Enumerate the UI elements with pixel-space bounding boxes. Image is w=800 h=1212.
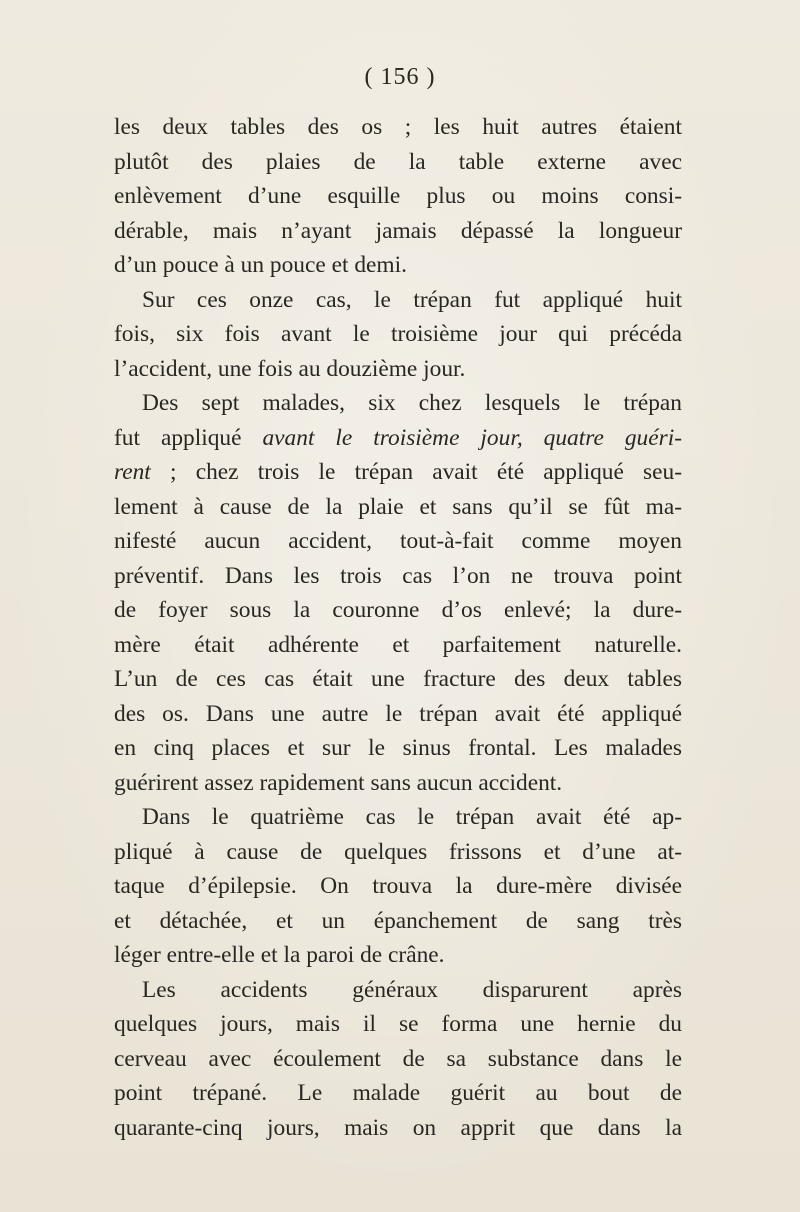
text-line: mère était adhérente et parfaitement naturelle.: [114, 631, 682, 658]
text-line: lement à cause de la plaie et sans qu’il se fût ma-: [114, 493, 682, 520]
text-line: taque d’épilepsie. On trouva la dure-mère divisée: [114, 873, 682, 899]
text-line: quarante-cinq jours, mais on apprit que dans la: [114, 1114, 682, 1141]
text-line: et détachée, et un épanchement de sang très: [114, 907, 682, 934]
text-line: quelques jours, mais il se forma une hernie du: [114, 1011, 682, 1037]
text-run: ; chez trois le trépan avait été appliqué seu-: [150, 459, 682, 485]
text-line: Sur ces onze cas, le trépan fut appliqué huit: [142, 286, 682, 313]
text-line: pliqué à cause de quelques frissons et d’une at-: [114, 838, 682, 865]
text-line: dérable, mais n’ayant jamais dépassé la longueur: [114, 217, 682, 244]
text-line: les deux tables des os ; les huit autres étaient: [114, 114, 682, 140]
text-line-mixed: [114, 455, 682, 490]
page-number: ( 156 ): [364, 64, 436, 90]
text-line: point trépané. Le malade guérit au bout de: [114, 1080, 682, 1106]
italic-text-run: avant le troisième jour, quatre guéri-: [262, 424, 682, 451]
text-line: plutôt des plaies de la table externe avec: [114, 148, 682, 175]
text-line: des os. Dans une autre le trépan avait été appliqué: [114, 700, 682, 727]
text-line: cerveau avec écoulement de sa substance dans le: [114, 1045, 682, 1072]
text-line: de foyer sous la couronne d’os enlevé; la dure-: [114, 597, 682, 623]
text-line: préventif. Dans les trois cas l’on ne trouva point: [114, 562, 682, 589]
text-line: enlèvement d’une esquille plus ou moins consi-: [114, 183, 682, 209]
text-line: Des sept malades, six chez lesquels le trépan: [142, 390, 682, 416]
text-run: fut appliqué: [114, 424, 263, 451]
text-line: fois, six fois avant le troisième jour qui précéda: [114, 321, 682, 347]
body-text: [114, 110, 682, 1145]
text-line: léger entre-elle et la paroi de crâne.: [114, 942, 445, 968]
italic-text-run: rent: [114, 459, 151, 485]
text-line: Les accidents généraux disparurent après: [142, 976, 682, 1003]
text-line: guérirent assez rapidement sans aucun accident.: [114, 769, 563, 796]
text-line: Dans le quatrième cas le trépan avait été ap-: [142, 804, 682, 830]
text-line: l’accident, une fois au douzième jour.: [114, 355, 466, 382]
text-line: nifesté aucun accident, tout-à-fait comme moyen: [114, 528, 682, 554]
text-line-mixed: [114, 421, 682, 456]
text-line: en cinq places et sur le sinus frontal. Les malades: [114, 735, 682, 761]
text-line: L’un de ces cas était une fracture des deux tables: [114, 666, 682, 692]
text-line: d’un pouce à un pouce et demi.: [114, 252, 407, 278]
